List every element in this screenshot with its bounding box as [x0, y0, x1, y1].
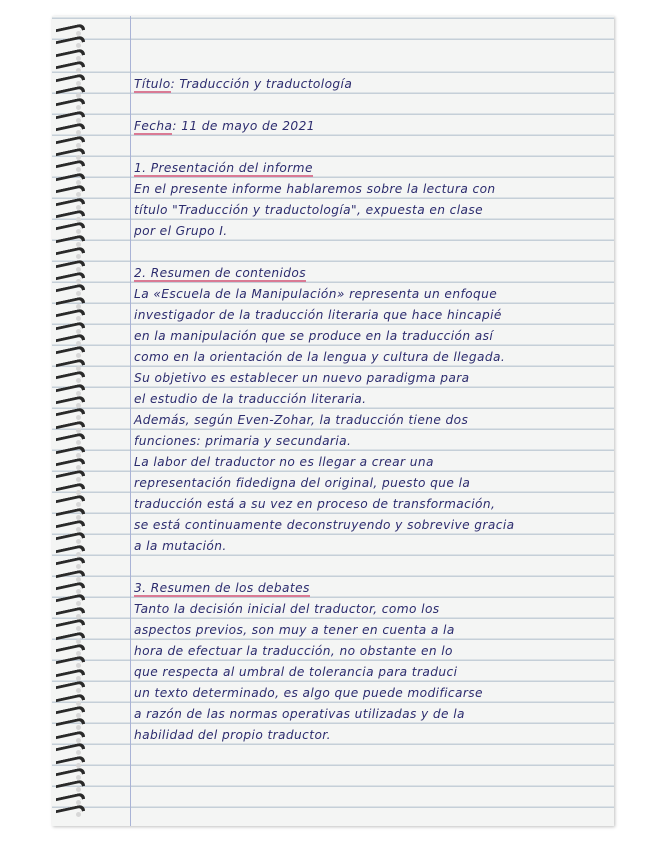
punch-hole [76, 440, 81, 445]
punch-hole [76, 415, 81, 420]
punch-hole [76, 304, 81, 309]
title-line [134, 74, 604, 95]
punch-hole [76, 130, 81, 135]
punch-hole [76, 626, 81, 631]
punch-hole [76, 254, 81, 259]
section-heading: 1. Presentación del informe [134, 161, 313, 175]
punch-hole [76, 68, 81, 73]
punch-hole [76, 428, 81, 433]
punch-hole [76, 515, 81, 520]
punch-hole [76, 477, 81, 482]
punch-hole [76, 502, 81, 507]
section-heading: 2. Resumen de contenidos [134, 266, 307, 280]
date-value: 11 de mayo de 2021 [181, 119, 315, 133]
body-line: funciones: primaria y secundaria. [134, 434, 352, 448]
body-line: aspectos previos, son muy a tener en cuenta a la [134, 623, 455, 637]
punch-hole [76, 378, 81, 383]
title-label: Título [134, 77, 171, 91]
punch-hole [76, 688, 81, 693]
punch-hole [76, 242, 81, 247]
section-debates [134, 578, 604, 746]
body-line: La labor del traductor no es llegar a crear una [134, 455, 434, 469]
date-colon: : [172, 119, 182, 133]
punch-hole [76, 105, 81, 110]
punch-hole [76, 353, 81, 358]
body-line: En el presente informe hablaremos sobre la lectura con [134, 182, 496, 196]
punch-hole [76, 539, 81, 544]
section-heading: 3. Resumen de los debates [134, 581, 310, 595]
date-label: Fecha [134, 119, 173, 133]
body-line: investigador de la traducción literaria que hace hincapié [134, 308, 502, 322]
body-line: Su objetivo es establecer un nuevo paradigma para [134, 371, 470, 385]
punch-hole [76, 118, 81, 123]
punch-hole [76, 763, 81, 768]
punch-hole [76, 192, 81, 197]
punch-hole [76, 143, 81, 148]
body-line: por el Grupo I. [134, 224, 228, 238]
punch-hole [76, 291, 81, 296]
punch-hole [76, 577, 81, 582]
date-line [134, 116, 604, 137]
punch-hole [76, 738, 81, 743]
punch-hole [76, 316, 81, 321]
body-line: a la mutación. [134, 539, 227, 553]
punch-hole [76, 701, 81, 706]
punch-hole [76, 167, 81, 172]
punch-hole [76, 366, 81, 371]
punch-hole [76, 43, 81, 48]
margin-line [130, 16, 131, 826]
body-line: La «Escuela de la Manipulación» representa un enfoque [134, 287, 498, 301]
body-line: representación fidedigna del original, puesto que la [134, 476, 471, 490]
title-value: Traducción y traductología [179, 77, 353, 91]
punch-hole [76, 601, 81, 606]
punch-hole [76, 56, 81, 61]
punch-hole [76, 329, 81, 334]
section-presentation [134, 158, 604, 242]
body-line: habilidad del propio traductor. [134, 728, 331, 742]
body-line: Tanto la decisión inicial del traductor, como los [134, 602, 440, 616]
notebook-page [52, 16, 614, 826]
handwritten-notes [134, 74, 604, 746]
punch-hole [76, 787, 81, 792]
body-line: que respecta al umbral de tolerancia para traduci [134, 665, 458, 679]
punch-hole [76, 725, 81, 730]
punch-hole [76, 552, 81, 557]
body-line: el estudio de la traducción literaria. [134, 392, 367, 406]
punch-hole [76, 614, 81, 619]
punch-hole [76, 750, 81, 755]
body-line: traducción está a su vez en proceso de transformación, [134, 497, 496, 511]
punch-hole [76, 639, 81, 644]
punch-hole [76, 205, 81, 210]
body-line: se está continuamente deconstruyendo y sobrevive gracia [134, 518, 515, 532]
title-colon: : [170, 77, 180, 91]
body-line: como en la orientación de la lengua y cultura de llegada. [134, 350, 506, 364]
punch-hole [76, 676, 81, 681]
punch-hole [76, 800, 81, 805]
body-line: a razón de las normas operativas utilizadas y de la [134, 707, 465, 721]
punch-hole [76, 229, 81, 234]
spiral-binding [52, 26, 90, 826]
punch-hole [76, 564, 81, 569]
punch-hole [76, 391, 81, 396]
punch-hole [76, 812, 81, 817]
section-summary [134, 263, 604, 557]
punch-hole [76, 490, 81, 495]
punch-hole [76, 267, 81, 272]
body-line: hora de efectuar la traducción, no obstante en lo [134, 644, 453, 658]
punch-hole [76, 663, 81, 668]
body-line: Además, según Even-Zohar, la traducción tiene dos [134, 413, 469, 427]
punch-hole [76, 453, 81, 458]
body-line: en la manipulación que se produce en la traducción así [134, 329, 494, 343]
punch-hole [76, 180, 81, 185]
body-line: un texto determinado, es algo que puede modificarse [134, 686, 483, 700]
body-line: título "Traducción y traductología", expuesta en clase [134, 203, 484, 217]
punch-hole [76, 81, 81, 86]
